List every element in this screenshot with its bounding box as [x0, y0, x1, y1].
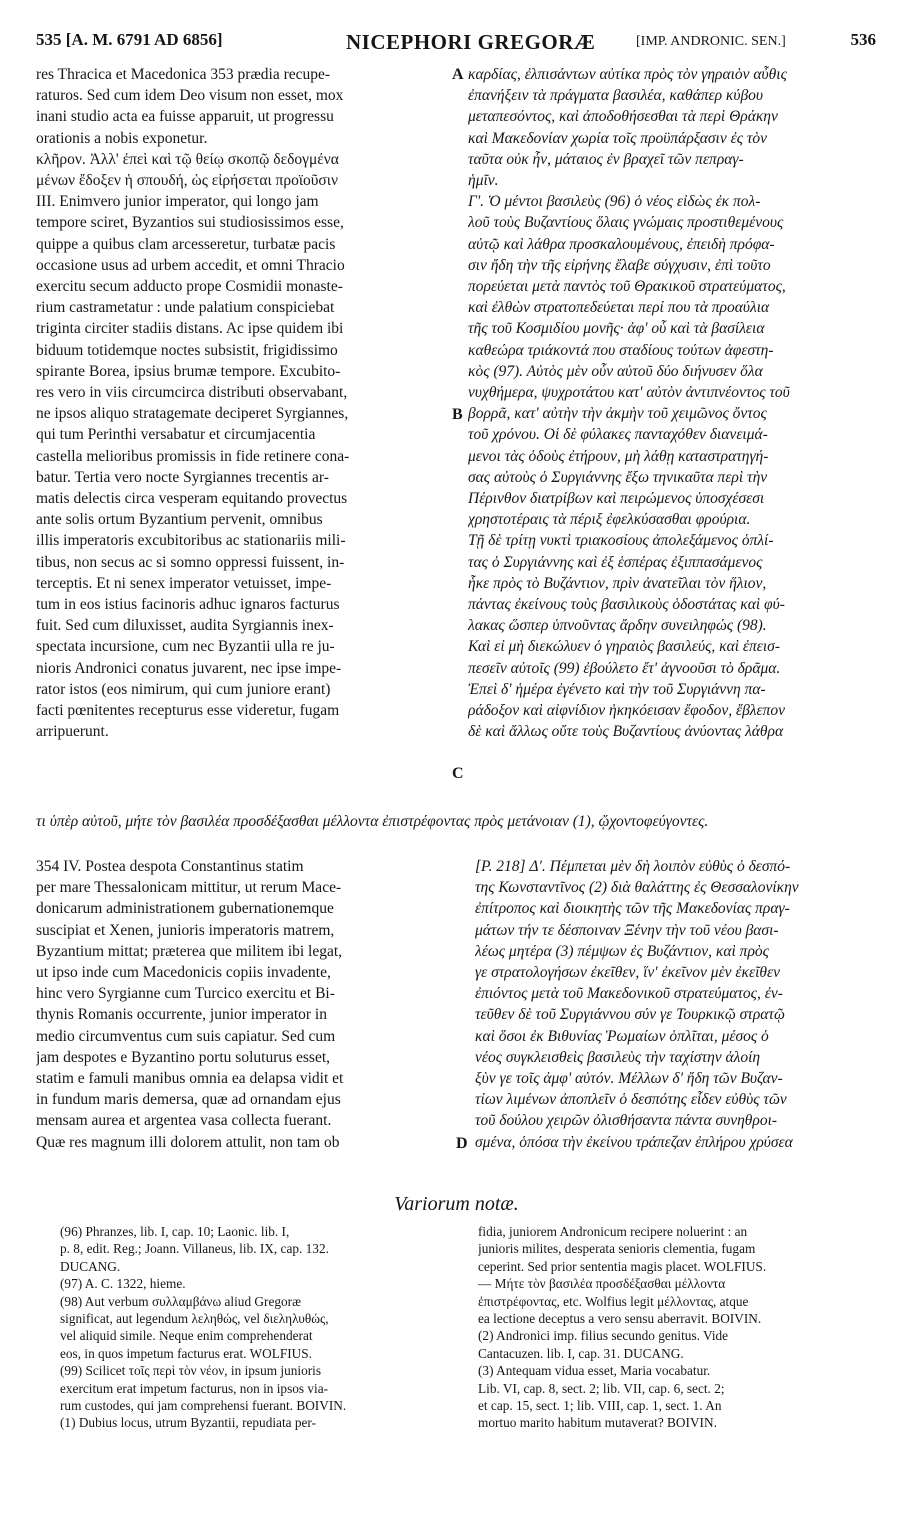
text-line: spirante Borea, ipsius brumæ tempore. Excubito- — [36, 362, 341, 380]
text-line: Τῇ δὲ τρίτῃ νυκτὶ τριακοσίους ἀπολεξάμενος ὁπλί- — [468, 532, 774, 550]
text-line: inani studio acta ea fuisse apparuit, ut progressu — [36, 108, 334, 126]
text-line: γε στρατολογήσων ἐκεῖθεν, ἵν' ἐκεῖνον μὲν ἐκεῖθεν — [475, 964, 780, 982]
text-line: νυχθήμερα, ψυχροτάτου κατ' αὐτὸν ἀντιπνέοντος τοῦ — [468, 384, 790, 402]
note-line: (96) Phranzes, lib. I, cap. 10; Laonic. lib. I, — [60, 1224, 290, 1239]
text-line: in fundum maris demersa, quæ ad ornandam ejus — [36, 1091, 341, 1109]
greek-column-1 — [468, 64, 880, 743]
text-line: donicarum administrationem gubernationemque — [36, 900, 334, 918]
text-line: της Κωνσταντῖνος (2) διὰ θαλάττης ἐς Θεσσαλονίκην — [475, 879, 799, 897]
text-line: quippe a quibus clam arcesseretur, turbatæ pacis — [36, 235, 336, 253]
text-line: fuit. Sed cum diluxisset, audita Syrgiannis inex- — [36, 617, 334, 635]
text-line: ἐπανήξειν τὰ πράγματα βασιλέα, καθάπερ κύβου — [468, 87, 764, 105]
text-line: Byzantium mittat; præterea que militem ibi legat, — [36, 942, 343, 960]
text-line: Quæ res magnum illi dolorem attulit, non tam ob — [36, 1133, 340, 1151]
text-line: [P. 218] Δ'. Πέμπεται μὲν δὴ λοιπὸν εὐθὺς ὁ δεσπό- — [475, 858, 791, 875]
note-line: et cap. 15, sect. 1; lib. VIII, cap. 1, sect. 1. An — [478, 1398, 722, 1414]
text-line: τι ὑπὲρ αὐτοῦ, μήτε τὸν βασιλέα προσδέξασθαι μέλλοντα ἐπιστρέφοντας πρὸς μετάνοιαν (1), ᾤχοντο — [36, 813, 644, 830]
page-number: 536 — [850, 30, 876, 49]
margin-letter-c: C — [452, 765, 464, 782]
text-line: ἡμῖν. — [468, 172, 499, 190]
text-line: ταῦτα οὐκ ἦν, μάταιος ἐν βραχεῖ τῶν πεπραγ- — [468, 150, 744, 168]
note-line: p. 8, edit. Reg.; Joann. Villaneus, lib. IX, cap. 132. — [60, 1241, 329, 1257]
text-line: καὶ ἐλθὼν στρατοπεδεύεται περί που τὰ προαύλια — [468, 299, 770, 317]
note-line: exercitum erat impetum facturus, non in ipsos via- — [60, 1380, 329, 1396]
note-line: fidia, juniorem Andronicum recipere noluerint : an — [478, 1224, 748, 1239]
notes-right-column — [478, 1223, 883, 1432]
header-title: NICEPHORI GREGORÆ — [346, 30, 596, 54]
text-line: hinc vero Syrgianne cum Turcico exercitu et Bi- — [36, 985, 335, 1003]
text-line: suscipiat et Xenen, junioris imperatoris matrem, — [36, 921, 335, 939]
note-line: junioris milites, desperata senioris clementia, fugam — [478, 1241, 756, 1257]
note-line: ceperint. Sed prior sententia magis placet. WOLFIUS. — [478, 1258, 767, 1274]
text-line: μεταπεσόντος, καὶ ἀποδοθήσεσθαι τὰ περὶ Θράκην — [468, 108, 778, 126]
text-line: qui tum Perinthi versabatur et circumjacentia — [36, 426, 316, 444]
note-line: significat, aut legendum λεληθώς, vel διεληλυθώς, — [60, 1311, 329, 1327]
note-line: vel aliquid simile. Neque enim comprehenderat — [60, 1328, 313, 1344]
latin-column-1 — [36, 64, 448, 743]
text-line: πάντας ἐκείνους τοὺς βασιλικοὺς ὁδοστάτας καὶ φύ- — [468, 596, 785, 614]
text-line: 354 IV. Postea despota Constantinus statim — [36, 858, 304, 875]
text-line: τοῦ δούλου χειρῶν ὀλισθήσαντα πάντα συνηθροι- — [475, 1112, 778, 1130]
text-line: τῆς τοῦ Κοσμιδίου μονῆς· ἀφ' οὗ καὶ τὰ βασίλεια — [468, 320, 765, 338]
latin-column-2 — [36, 856, 448, 1153]
text-line: καθεώρα τριάκοντά που σταδίους τούτων ἀφεστη- — [468, 341, 774, 359]
text-line: castella melioribus promissis in fide retinere cona- — [36, 447, 350, 465]
running-header — [36, 30, 876, 60]
text-line: τοῦ χρόνου. Οἱ δὲ φύλακες πανταχόθεν διανειμά- — [468, 426, 768, 444]
margin-letter-d: D — [456, 1135, 468, 1152]
text-line: terceptis. Et ni senex imperator vetuisset, impe- — [36, 574, 332, 592]
text-line: res Thracica et Macedonica 353 prædia recupe- — [36, 66, 331, 83]
text-line: III. Enimvero junior imperator, qui longo jam — [36, 193, 319, 211]
note-line: rum custodes, qui jam comprehensi fuerant. BOIVIN. — [60, 1398, 347, 1414]
note-line: — Μήτε τὸν βασιλέα προσδέξασθαι μέλλοντα — [478, 1276, 726, 1292]
note-line: (3) Antequam vidua esset, Maria vocabatur. — [478, 1363, 711, 1379]
text-line: χρηστοτέραις τὰ πέριξ ἐφελκύσασθαι φρούρια. — [468, 511, 751, 529]
text-line: medio circumventus cum suis capiatur. Sed cum — [36, 1027, 336, 1045]
margin-letter-b: B — [452, 406, 463, 423]
text-line: καὶ Μακεδονίαν χωρία τοῖς προϋπάρξασιν ἐς τὸν — [468, 129, 768, 147]
text-line: tibus, non secus ac si somno oppressi fuissent, in- — [36, 553, 345, 571]
notes-heading: Variorum notæ. — [394, 1193, 519, 1215]
text-line: κὸς (97). Αὐτὸς μὲν οὖν αὐτοῦ δύο διήνυσεν ὅλα — [468, 362, 763, 380]
text-line: occasione usus ad urbem accedit, et omni Thracio — [36, 256, 345, 274]
note-line: Lib. VI, cap. 8, sect. 2; lib. VII, cap. 6, sect. 2; — [478, 1380, 725, 1396]
note-line: (2) Andronici imp. filius secundo genitus. Vide — [478, 1328, 729, 1344]
note-line: DUCANG. — [60, 1258, 121, 1274]
text-line: λέως μητέρα (3) πέμψων ἐς Βυζάντιον, καὶ πρὸς — [475, 942, 769, 960]
text-line: ἧκε πρὸς τὸ Βυζάντιον, πρὶν ἀνατεῖλαι τὸν ἥλιον, — [468, 574, 767, 592]
text-line: raturos. Sed cum idem Deo visum non esset, mox — [36, 87, 344, 105]
text-line: spectata incursione, cum nec Byzantii ulla re ju- — [36, 638, 335, 656]
text-line: rator istos (eos nimirum, qui cum juniore erant) — [36, 680, 331, 698]
note-line: eos, in quos impetum facturus erat. WOLFIUS. — [60, 1345, 312, 1361]
text-line: per mare Thessalonicam mittitur, ut rerum Mace- — [36, 879, 342, 897]
text-line: λοῦ τοὺς Βυζαντίους ὅλαις γνώμαις προστιθεμένους — [468, 214, 784, 232]
header-right: [IMP. ANDRONIC. SEN.] — [636, 34, 786, 49]
note-line: mortuo marito habitum mutaverat? BOIVIN. — [478, 1415, 717, 1431]
note-line: (99) Scilicet τοῖς περὶ τὸν νέον, in ipsum junioris — [60, 1363, 322, 1379]
text-line: Γ'. Ὁ μέντοι βασιλεὺς (96) ὁ νέος εἰδὼς ἐκ πολ- — [468, 193, 761, 211]
text-line: πεσεῖν αὐτοῖς (99) ἐβούλετο ἔτ' ἀγνοοῦσι τὸ δρᾶμα. — [468, 659, 781, 677]
text-line: res vero in viis circumcirca distributi observabant, — [36, 384, 348, 402]
text-line: statim e famuli manibus omnia ea delapsa vidit et — [36, 1070, 344, 1088]
text-line: tum in eos istius facinoris adhuc ignaros facturus — [36, 596, 340, 614]
text-line: tempore sciret, Byzantios sui studiosissimos esse, — [36, 214, 344, 232]
note-line: Cantacuzen. lib. I, cap. 31. DUCANG. — [478, 1345, 684, 1361]
text-line: τεῦθεν δὲ τοῦ Συργιάννου σύν γε Τουρκικῷ στρατῷ — [475, 1006, 785, 1024]
text-line: exercitu secum adducto prope Cosmidii monaste- — [36, 278, 343, 296]
text-line: καρδίας, ἐλπισάντων αὐτίκα πρὸς τὸν γηραιὸν αὖθις — [468, 66, 787, 83]
text-line: φεύγοντες. — [643, 813, 709, 830]
text-line: ne ipsos aliquo stratagemate deciperet Syrgiannes, — [36, 405, 349, 423]
note-line: (1) Dubius locus, utrum Byzantii, repudiata per- — [60, 1415, 317, 1431]
notes-left-column — [60, 1223, 460, 1432]
text-line: batur. Tertia vero nocte Syrgiannes trecentis ar- — [36, 468, 329, 486]
text-line: facti pœnitentes recepturus esse videretur, fugam — [36, 702, 340, 720]
note-line: (97) A. C. 1322, hieme. — [60, 1276, 186, 1292]
text-line: ξὺν γε τοῖς ἀμφ' αὐτόν. Μέλλων δ' ἤδη τῶν Βυζαν- — [475, 1070, 783, 1088]
text-line: μένων ἔδοξεν ἡ σπουδή, ὡς εἰρήσεται προϊοῦσιν — [36, 172, 338, 190]
text-line: τίων λιμένων ἀποπλεῖν ὁ δεσπότης εἶδεν εὐθὺς τῶν — [475, 1091, 787, 1109]
text-line: matis delectis circa vesperam equitando provectus — [36, 490, 348, 508]
text-line: arripuerunt. — [36, 723, 109, 741]
text-line: ράδοξον καὶ αἰφνίδιον ἠκηκόεισαν ἔφοδον, ἔβλεπον — [468, 702, 786, 720]
text-line: thynis Romanis occurrente, junior imperator in — [36, 1006, 327, 1024]
text-line: orationis a nobis exponetur. — [36, 129, 208, 147]
text-line: rium castrametatur : unde palatium conspiciebat — [36, 299, 335, 317]
text-line: σμένα, ὁπόσα τὴν ἐκείνου τράπεζαν ἐπλήρου χρύσεα — [475, 1133, 793, 1151]
spanning-greek-line — [36, 811, 880, 833]
text-line: κλῆρον. Ἀλλ' ἐπεὶ καὶ τῷ θείῳ σκοπῷ δεδογμένα — [36, 150, 339, 168]
text-line: λακας ὥσπερ ὑπνοῦντας ἄρδην συνειληφώς (98). — [468, 617, 767, 635]
text-line: ante solis ortum Byzantium pervenit, omnibus — [36, 511, 323, 529]
text-line: μάτων τήν τε δέσποιναν Ξένην τὴν τοῦ νέου βασι- — [475, 921, 779, 939]
text-line: Ἐπεὶ δ' ἡμέρα ἐγένετο καὶ τὴν τοῦ Συργιάννη πα- — [468, 680, 766, 698]
text-line: βορρᾶ, κατ' αὐτὴν τὴν ἀκμὴν τοῦ χειμῶνος ὄντος — [468, 405, 767, 423]
text-line: biduum totidemque noctes subsistit, frigidissimo — [36, 341, 338, 359]
note-line: ea lectione deceptus a vero sensu aberravit. BOIVIN. — [478, 1311, 762, 1327]
text-line: Καὶ εἰ μὴ διεκώλυεν ὁ γηραιὸς βασιλεύς, καὶ ἐπεισ- — [468, 638, 780, 656]
text-line: αὐτῷ καὶ λάθρα προσκαλουμένους, ἐπειδὴ πρόφα- — [468, 235, 775, 253]
margin-letter-a: A — [452, 66, 464, 83]
text-line: Πέρινθον διατρίβων καὶ πειρώμενος ὑποσχέσεσι — [468, 490, 765, 508]
text-line: ut ipso inde cum Macedonicis copiis invadente, — [36, 964, 331, 982]
text-line: σιν ἤδη τὴν τῆς εἰρήνης ἔλαβε σύγχυσιν, ἐπὶ τοῦτο — [468, 256, 771, 274]
text-line: triginta circiter stadiis distans. Ac ipse quidem ibi — [36, 320, 344, 338]
text-line: μενοι τὰς ὁδοὺς ἐτήρουν, μὴ λάθῃ καταστρατηγή- — [468, 447, 769, 465]
text-line: ἐπίτροπος καὶ διοικητὴς τῶν τῆς Μακεδονίας πραγ- — [475, 900, 790, 918]
note-line: ἐπιστρέφοντας, etc. Wolfius legit μέλλοντας, atque — [478, 1293, 749, 1309]
text-line: νέος συγκλεισθεὶς βασιλεὺς τὴν ταχίστην ἁλοίη — [475, 1048, 761, 1066]
header-left: 535 [A. M. 6791 AD 6856] — [36, 30, 223, 49]
note-line: (98) Aut verbum συλλαμβάνω aliud Gregoræ — [60, 1293, 301, 1309]
text-line: καὶ ὅσοι ἐκ Βιθυνίας Ῥωμαίων ὁπλῖται, μέσος ὁ — [475, 1027, 769, 1045]
text-line: πορεύεται μετὰ παντὸς τοῦ Θρακικοῦ στρατεύματος, — [468, 278, 786, 296]
greek-column-2 — [475, 856, 880, 1153]
text-line: σας αὐτοὺς ὁ Συργιάννης ἔξω τηνικαῦτα περὶ τὴν — [468, 468, 768, 486]
text-line: nioris Andronici conatus juvarent, nec ipse impe- — [36, 659, 342, 677]
text-line: τας ὁ Συργιάννης καὶ ἐξ ἑσπέρας ἐξιππασάμενος — [468, 553, 763, 571]
text-line: illis imperatoris excubitoribus ac stationariis mili- — [36, 532, 346, 550]
text-line: mensam aurea et argentea vasa collecta fuerant. — [36, 1112, 332, 1130]
text-line: jam despotes e Byzantino portu soluturus esset, — [36, 1048, 331, 1066]
text-line: δὲ καὶ ἄλλως οὔτε τοὺς Βυζαντίους ἀνύοντας λάθρα — [468, 723, 784, 741]
text-line: ἐπιόντος μετὰ τοῦ Μακεδονικοῦ στρατεύματος, ἐν- — [475, 985, 783, 1003]
